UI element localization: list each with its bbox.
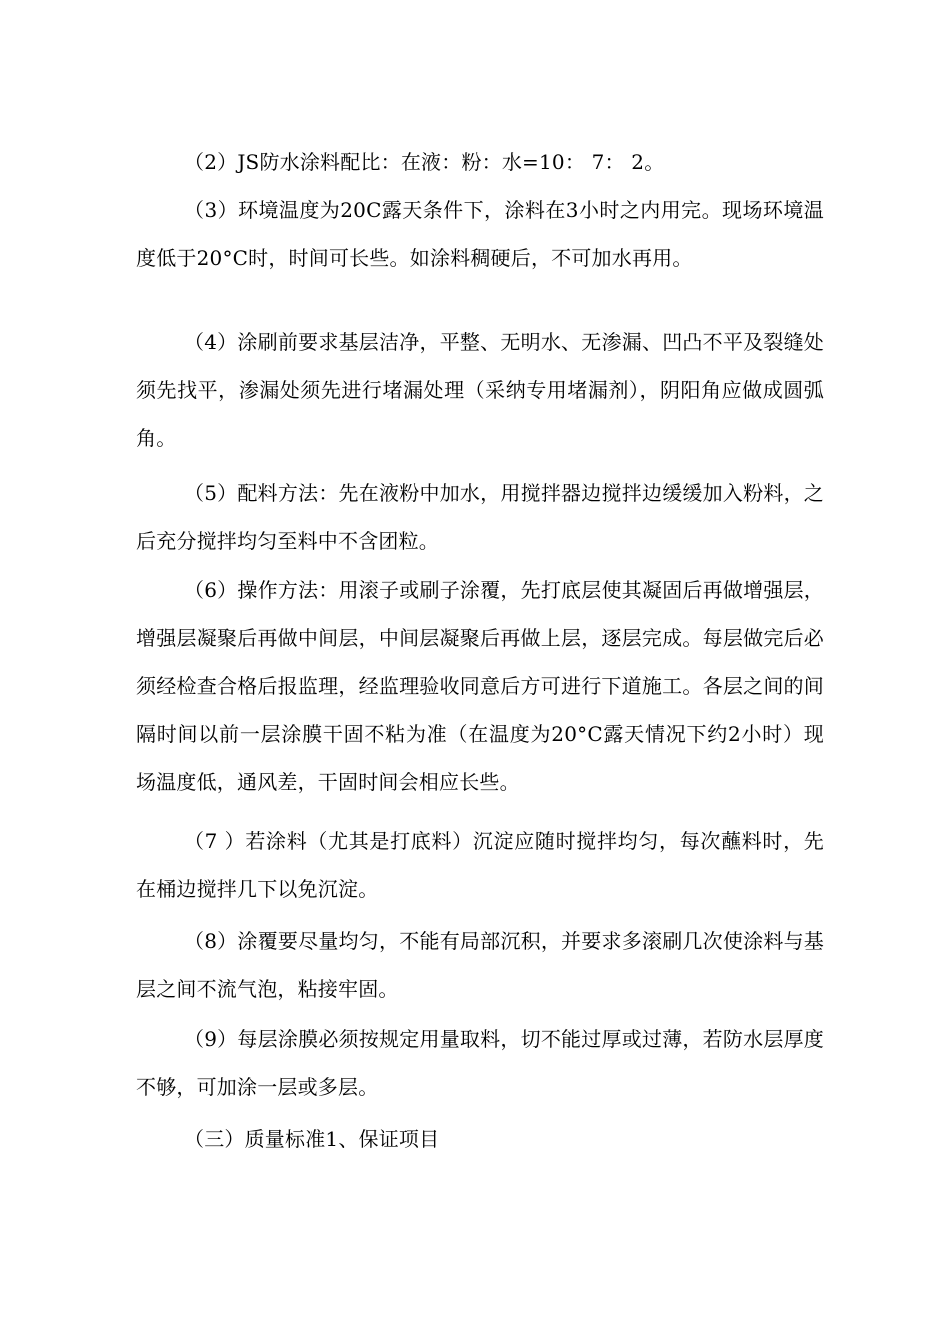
paragraph-film-thickness: （9）每层涂膜必须按规定用量取料，切不能过厚或过薄，若防水层厚度不够，可加涂一层或多层。 — [136, 1027, 824, 1099]
section-heading-quality-standard: （三）质量标准1、保证项目 — [184, 1127, 440, 1151]
paragraph-temperature: （3）环境温度为20C露天条件下，涂料在3小时之内用完。现场环境温度低于20°C时，时间可长些。如涂料稠硬后，不可加水再用。 — [136, 198, 824, 270]
paragraph-sedimentation: （7 ）若涂料（尤其是打底料）沉淀应随时搅拌均匀，每次蘸料时，先在桶边搅拌几下以免沉淀。 — [136, 829, 824, 901]
paragraph-uniform-coating: （8）涂覆要尽量均匀，不能有局部沉积，并要求多滚刷几次使涂料与基层之间不流气泡，粘接牢固。 — [136, 929, 824, 1001]
paragraph-surface-prep: （4）涂刷前要求基层洁净，平整、无明水、无渗漏、凹凸不平及裂缝处须先找平，渗漏处须先进行堵漏处理（采纳专用堵漏剂），阴阳角应做成圆弧角。 — [136, 330, 824, 450]
paragraph-mixing-method: （5）配料方法：先在液粉中加水，用搅拌器边搅拌边缓缓加入粉料，之后充分搅拌均匀至料中不含团粒。 — [136, 481, 824, 553]
paragraph-mix-ratio: （2）JS防水涂料配比：在液：粉：水=10： 7： 2。 — [184, 150, 665, 174]
paragraph-operation-method: （6）操作方法：用滚子或刷子涂覆，先打底层使其凝固后再做增强层，增强层凝聚后再做中间层，中间层凝聚后再做上层，逐层完成。每层做完后必须经检查合格后报监理，经监理验收同意后方可进行下道施工。各层之间的间隔时间以前一层涂膜干固不粘为准（在温度为20°C露天情况下约2小时）现场温度低，通风差，干固时间会相应长些。 — [136, 578, 824, 794]
